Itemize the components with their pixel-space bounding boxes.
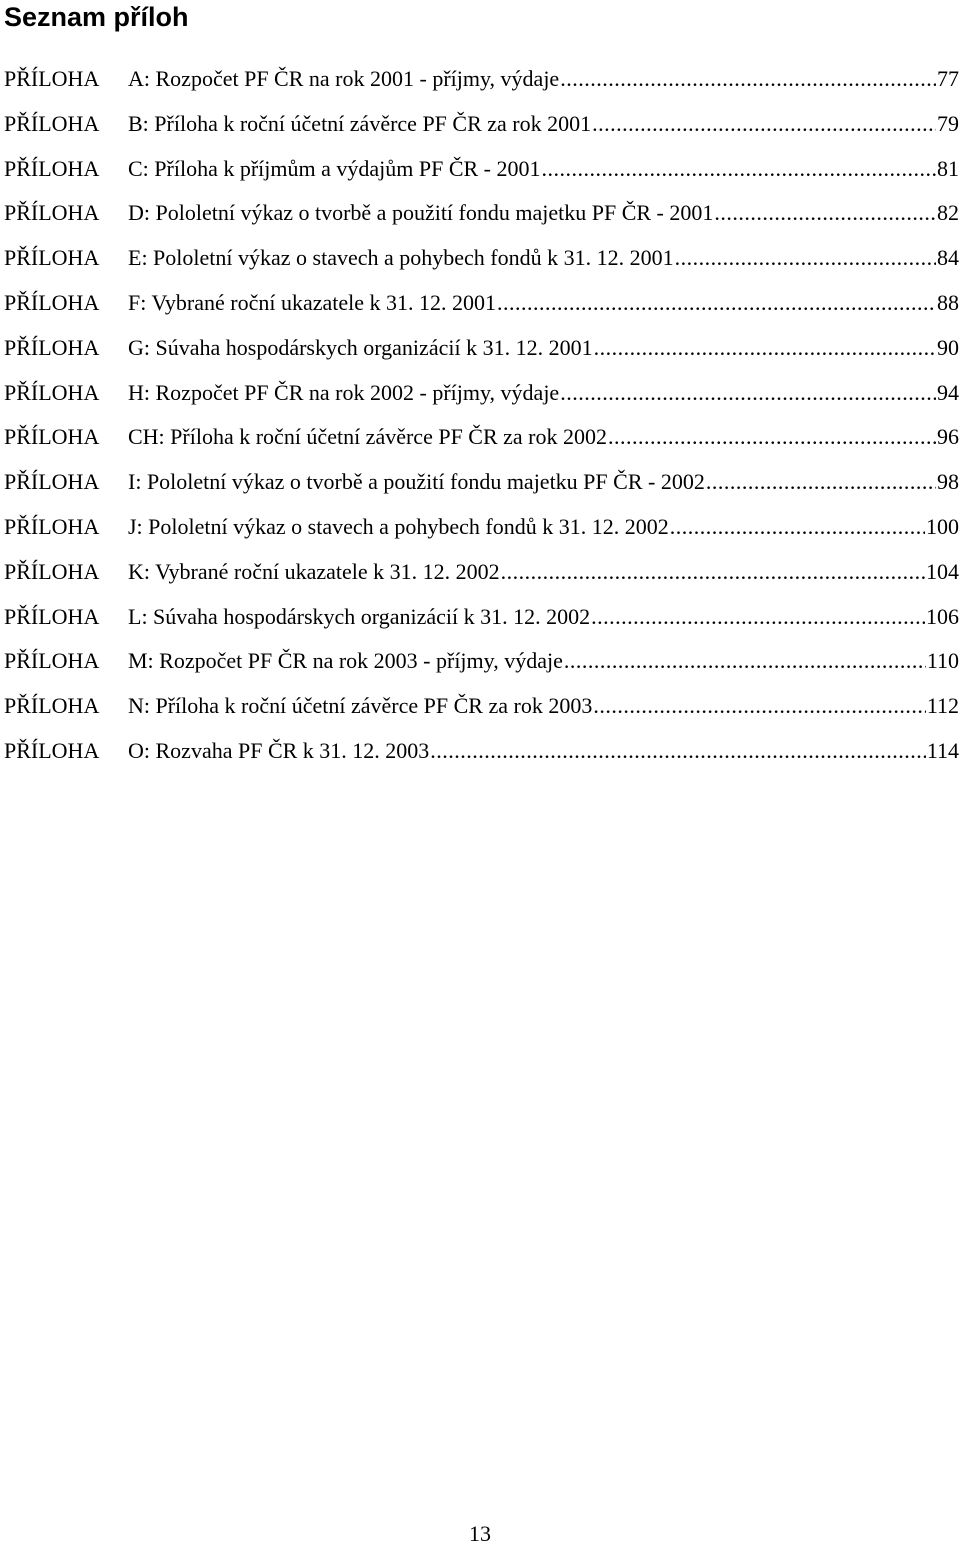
toc-entry-i[interactable] (4, 465, 959, 510)
toc-entry-page: 77 (937, 66, 959, 91)
dot-leader (675, 241, 936, 275)
table-of-contents (4, 62, 959, 779)
toc-entry-f[interactable] (4, 286, 959, 331)
toc-entry-j[interactable] (4, 510, 959, 555)
toc-entry-prefix: PŘÍLOHA (4, 558, 100, 584)
toc-entry-page: 88 (937, 289, 959, 315)
toc-entry-prefix: PŘÍLOHA (4, 334, 100, 360)
toc-entry-title: N: Příloha k roční účetní závěrce PF ČR za rok 2003 (128, 693, 593, 719)
toc-entry-title: L: Súvaha hospodárskych organizácií k 31. 12. 2002 (128, 603, 591, 629)
toc-entry-n[interactable] (4, 689, 959, 734)
dot-leader (564, 644, 926, 678)
dot-leader (560, 376, 936, 410)
page-title: Seznam příloh (4, 2, 189, 32)
toc-entry-page: 104 (926, 558, 959, 584)
dot-leader (591, 600, 925, 634)
dot-leader (560, 62, 936, 96)
toc-entry-prefix: PŘÍLOHA (4, 693, 100, 719)
toc-entry-page: 112 (926, 693, 959, 719)
toc-entry-page: 100 (926, 513, 959, 539)
toc-entry-title: B: Příloha k roční účetní závěrce PF ČR za rok 2001 (128, 110, 592, 136)
toc-entry-page: 96 (937, 424, 959, 450)
toc-entry-prefix: PŘÍLOHA (4, 648, 100, 674)
dot-leader (714, 196, 936, 230)
toc-entry-page: 84 (937, 245, 959, 271)
toc-entry-k[interactable] (4, 555, 959, 600)
toc-entry-prefix: PŘÍLOHA (4, 155, 100, 181)
toc-entry-prefix: PŘÍLOHA (4, 289, 100, 315)
dot-leader (430, 734, 926, 768)
toc-entry-page: 81 (937, 155, 959, 181)
toc-entry-title: CH: Příloha k roční účetní závěrce PF ČR za rok 2002 (128, 424, 608, 450)
dot-leader (501, 555, 925, 589)
toc-entry-title: K: Vybrané roční ukazatele k 31. 12. 2002 (128, 558, 500, 584)
toc-entry-title: C: Příloha k příjmům a výdajům PF ČR - 2001 (128, 155, 541, 181)
toc-entry-title: D: Pololetní výkaz o tvorbě a použití fondu majetku PF ČR - 2001 (128, 200, 714, 226)
toc-entry-title: J: Pololetní výkaz o stavech a pohybech fondů k 31. 12. 2002 (128, 513, 669, 539)
toc-entry-prefix: PŘÍLOHA (4, 110, 100, 136)
toc-entry-c[interactable] (4, 152, 959, 197)
toc-entry-m[interactable] (4, 644, 959, 689)
toc-entry-title: O: Rozvaha PF ČR k 31. 12. 2003 (128, 737, 430, 763)
toc-entry-page: 98 (937, 469, 959, 495)
toc-entry-prefix: PŘÍLOHA (4, 737, 100, 763)
dot-leader (608, 420, 936, 454)
toc-entry-title: H: Rozpočet PF ČR na rok 2002 - příjmy, výdaje (128, 379, 560, 405)
toc-entry-title: M: Rozpočet PF ČR na rok 2003 - příjmy, výdaje (128, 648, 563, 674)
toc-entry-page: 90 (937, 334, 959, 360)
toc-entry-g[interactable] (4, 331, 959, 376)
toc-entry-prefix: PŘÍLOHA (4, 469, 100, 495)
toc-entry-d[interactable] (4, 196, 959, 241)
toc-entry-page: 110 (926, 648, 959, 674)
dot-leader (542, 152, 936, 186)
toc-entry-o[interactable] (4, 734, 959, 779)
toc-entry-a[interactable] (4, 62, 959, 107)
toc-entry-e[interactable] (4, 241, 959, 286)
toc-entry-page: 82 (937, 200, 959, 226)
toc-entry-page: 79 (937, 110, 959, 136)
toc-entry-title: E: Pololetní výkaz o stavech a pohybech fondů k 31. 12. 2001 (128, 245, 674, 271)
dot-leader (594, 331, 936, 365)
dot-leader (670, 510, 925, 544)
toc-entry-prefix: PŘÍLOHA (4, 66, 100, 91)
toc-entry-l[interactable] (4, 600, 959, 645)
dot-leader (497, 286, 936, 320)
toc-entry-title: G: Súvaha hospodárskych organizácií k 31. 12. 2001 (128, 334, 593, 360)
toc-entry-page: 94 (937, 379, 959, 405)
toc-entry-ch[interactable] (4, 420, 959, 465)
dot-leader (593, 689, 925, 723)
toc-entry-title: A: Rozpočet PF ČR na rok 2001 - příjmy, výdaje (128, 66, 560, 91)
page-number: 13 (469, 1521, 491, 1546)
toc-entry-h[interactable] (4, 376, 959, 421)
toc-entry-prefix: PŘÍLOHA (4, 245, 100, 271)
toc-entry-prefix: PŘÍLOHA (4, 513, 100, 539)
toc-entry-title: I: Pololetní výkaz o tvorbě a použití fondu majetku PF ČR - 2002 (128, 469, 705, 495)
toc-entry-prefix: PŘÍLOHA (4, 200, 100, 226)
toc-entry-page: 114 (926, 737, 959, 763)
dot-leader (592, 107, 936, 141)
toc-entry-page: 106 (926, 603, 959, 629)
toc-entry-prefix: PŘÍLOHA (4, 603, 100, 629)
toc-entry-title: F: Vybrané roční ukazatele k 31. 12. 2001 (128, 289, 497, 315)
dot-leader (706, 465, 936, 499)
toc-entry-prefix: PŘÍLOHA (4, 424, 100, 450)
toc-entry-prefix: PŘÍLOHA (4, 379, 100, 405)
toc-entry-b[interactable] (4, 107, 959, 152)
